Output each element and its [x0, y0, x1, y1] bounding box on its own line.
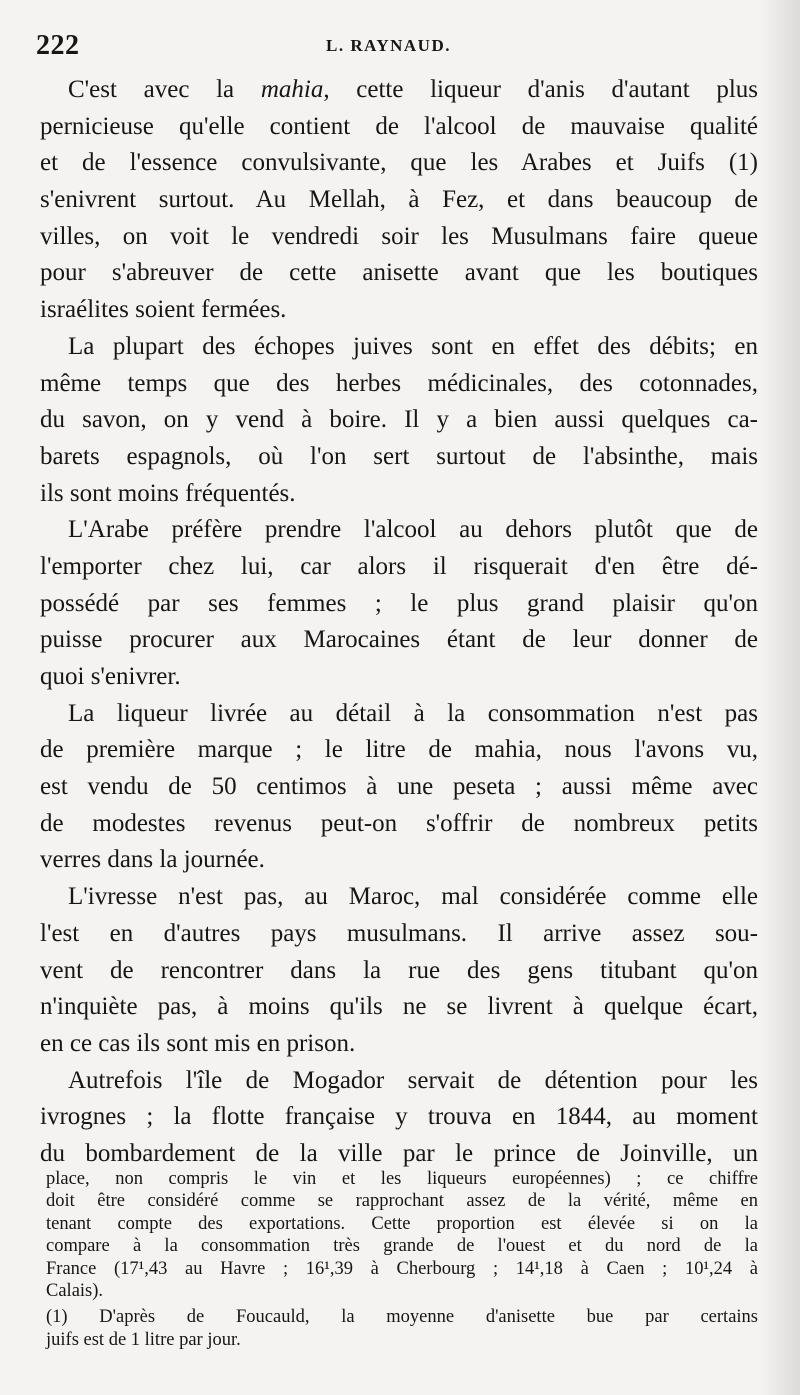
text-line: n'inquiète pas, à moins qu'ils ne se livrent à quelque écart, — [40, 993, 758, 1021]
text-line: du bombardement de la ville par le prince de Joinville, un — [40, 1139, 758, 1167]
text-fragment: C'est avec la — [68, 76, 261, 103]
footnote-line: tenant compte des exportations. Cette proportion est élevée si on la — [46, 1213, 758, 1234]
text-line: en ce cas ils sont mis en prison. — [40, 1029, 356, 1057]
text-line: L'ivresse n'est pas, au Maroc, mal considérée comme elle — [68, 883, 758, 911]
footnote-line: France (17¹,43 au Havre ; 16¹,39 à Cherbourg ; 14¹,18 à Caen ; 10¹,24 à — [46, 1258, 758, 1279]
text-fragment: , cette liqueur d'anis d'autant plus — [323, 76, 758, 103]
text-line: possédé par ses femmes ; le plus grand plaisir qu'on — [40, 589, 758, 617]
text-line: quoi s'enivrer. — [40, 663, 181, 690]
footnote-line: Calais). — [46, 1280, 104, 1301]
text-line: même temps que des herbes médicinales, des cotonnades, — [40, 369, 758, 397]
text-line: barets espagnols, où l'on sert surtout de l'absinthe, mais — [40, 442, 758, 470]
text-line: puisse procurer aux Marocaines étant de leur donner de — [40, 626, 758, 654]
text-line: La liqueur livrée au détail à la consommation n'est pas — [68, 699, 758, 727]
page-number: 222 — [36, 30, 80, 61]
text-line: l'emporter chez lui, car alors il risquerait d'en être dé- — [40, 552, 758, 580]
text-line: L'Arabe préfère prendre l'alcool au dehors plutôt que de — [68, 516, 758, 544]
text-line: La plupart des échopes juives sont en effet des débits; en — [68, 332, 758, 360]
italic-word: mahia — [260, 76, 324, 103]
body-text — [40, 72, 758, 1173]
text-line: du savon, on y vend à boire. Il y a bien aussi quelques ca- — [40, 406, 758, 434]
footnote-line: doit être considéré comme se rapprochant assez de la vérité, même en — [46, 1191, 758, 1212]
text-line: l'est en d'autres pays musulmans. Il arrive assez sou- — [40, 919, 758, 947]
text-line: villes, on voit le vendredi soir les Musulmans faire queue — [40, 222, 758, 250]
text-line: verres dans la journée. — [40, 846, 265, 874]
footnote-line: compare à la consommation très grande de l'ouest et du nord de la — [46, 1236, 758, 1257]
text-line: de première marque ; le litre de mahia, nous l'avons vu, — [40, 736, 758, 764]
text-line: pour s'abreuver de cette anisette avant que les boutiques — [40, 259, 758, 287]
text-line — [40, 72, 758, 109]
page-header — [36, 30, 770, 62]
footnotes — [46, 1168, 758, 1351]
text-line: pernicieuse qu'elle contient de l'alcool de mauvaise qualité — [40, 112, 758, 140]
text-line: s'enivrent surtout. Au Mellah, à Fez, et dans beaucoup de — [40, 186, 758, 214]
footnote-1-line: (1) D'après de Foucauld, la moyenne d'anisette bue par certains — [46, 1307, 758, 1328]
text-line: vent de rencontrer dans la rue des gens titubant qu'on — [40, 956, 758, 984]
text-line: de modestes revenus peut-on s'offrir de nombreux petits — [40, 809, 758, 837]
text-line: ils sont moins fréquentés. — [40, 479, 296, 507]
text-line: israélites soient fermées. — [40, 296, 287, 324]
text-line: est vendu de 50 centimos à une peseta ; aussi même avec — [40, 773, 758, 801]
text-line: ivrognes ; la flotte française y trouva en 1844, au moment — [40, 1103, 758, 1131]
running-head: L. RAYNAUD. — [326, 36, 451, 55]
footnote-1-line: juifs est de 1 litre par jour. — [46, 1329, 241, 1350]
footnote-line: place, non compris le vin et les liqueurs européennes) ; ce chiffre — [46, 1169, 758, 1189]
text-line: Autrefois l'île de Mogador servait de détention pour les — [68, 1066, 758, 1094]
text-line: et de l'essence convulsivante, que les Arabes et Juifs (1) — [40, 149, 758, 177]
